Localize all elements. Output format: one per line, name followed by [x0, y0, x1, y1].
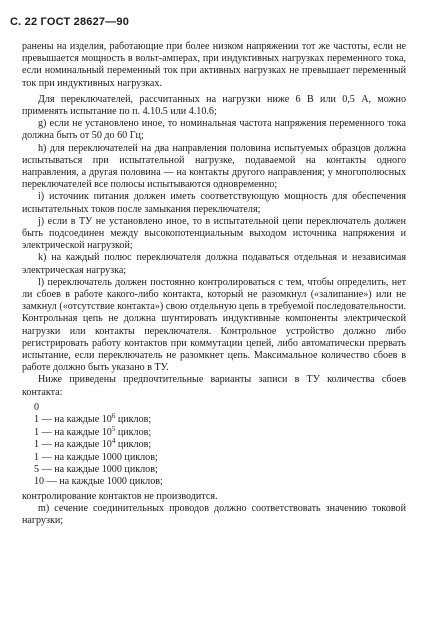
list-item: 0 — [34, 401, 40, 413]
failure-count-list — [22, 402, 406, 489]
list-item: 1 — на каждые $10^5$ циклов; — [34, 424, 152, 438]
paragraph: ранены на изделия, работающие при более низком напряжении тот же частоты, если не превышается мощность в вольт-амперах, при индуктивных нагрузках переменного тока, если номинальный переменный ток при активных нагрузках не превышает переменный ток при индуктивных нагрузках. — [22, 41, 406, 89]
paragraph: контролирование контактов не производится. — [22, 490, 218, 502]
paragraph-l: l) переключатель должен постоянно контролироваться с тем, чтобы определить, нет ли сбоев в работе какого-либо контакта, который не разомкнул («залипание») или не замкнул («отсутствие контакта») свою отдельную цепь в требуемой последовательности. Контрольная цепь не должна шунтировать индуктивные компоненты электрической нагрузки или контакты переключателя. Контрольное устройство должно либо регистрировать работу контактов при коммутации цепей, либо автоматически прервать испытание, если переключатель не разомкнет цепь. Максимальное количество сбоев в работе должно быть указано в ТУ. — [22, 276, 406, 374]
paragraph-i: i) источник питания должен иметь соответствующую мощность для обеспечения испытательных токов после замыкания переключателя; — [22, 191, 406, 215]
paragraph-m: m) сечение соединительных проводов должно соответствовать значению токовой нагрузки; — [22, 502, 406, 527]
paragraph-h: h) для переключателей на два направления половина испытуемых образцов должна испытываться при испытательной нагрузке, подаваемой на контакты одного направления, а другая половина — на контакты другого направления; у многополюсных переключателей все полюсы испытываются одновременно; — [22, 142, 406, 191]
list-item: 1 — на каждые $10^4$ циклов; — [34, 437, 152, 451]
document-body — [22, 41, 406, 527]
paragraph-j: j) если в ТУ не установлено иное, то в испытательной цепи переключатель должен быть подсоединен между высокопотенциальным выходом источника напряжения и электрической нагрузкой; — [22, 215, 406, 252]
page-header: С. 22 ГОСТ 28627—90 — [10, 16, 130, 28]
list-item: 10 — на каждые 1000 циклов; — [34, 476, 163, 488]
list-item: 1 — на каждые 1000 циклов; — [34, 451, 158, 463]
paragraph: Ниже приведены предпочтительные варианты записи в ТУ количества сбоев контакта: — [22, 374, 406, 398]
paragraph-g: g) если не установлено иное, то номинальная частота напряжения переменного тока должна быть от 50 до 60 Гц; — [22, 118, 406, 142]
list-item: 5 — на каждые 1000 циклов; — [34, 463, 158, 475]
list-item: 1 — на каждые $10^6$ циклов; — [34, 412, 152, 426]
paragraph: Для переключателей, рассчитанных на нагрузки ниже 6 В или 0,5 А, можно применять испытание по п. 4.10.5 или 4.10.6; — [22, 93, 406, 118]
paragraph-k: k) на каждый полюс переключателя должна подаваться отдельная и независимая электрическая нагрузка; — [22, 252, 406, 276]
